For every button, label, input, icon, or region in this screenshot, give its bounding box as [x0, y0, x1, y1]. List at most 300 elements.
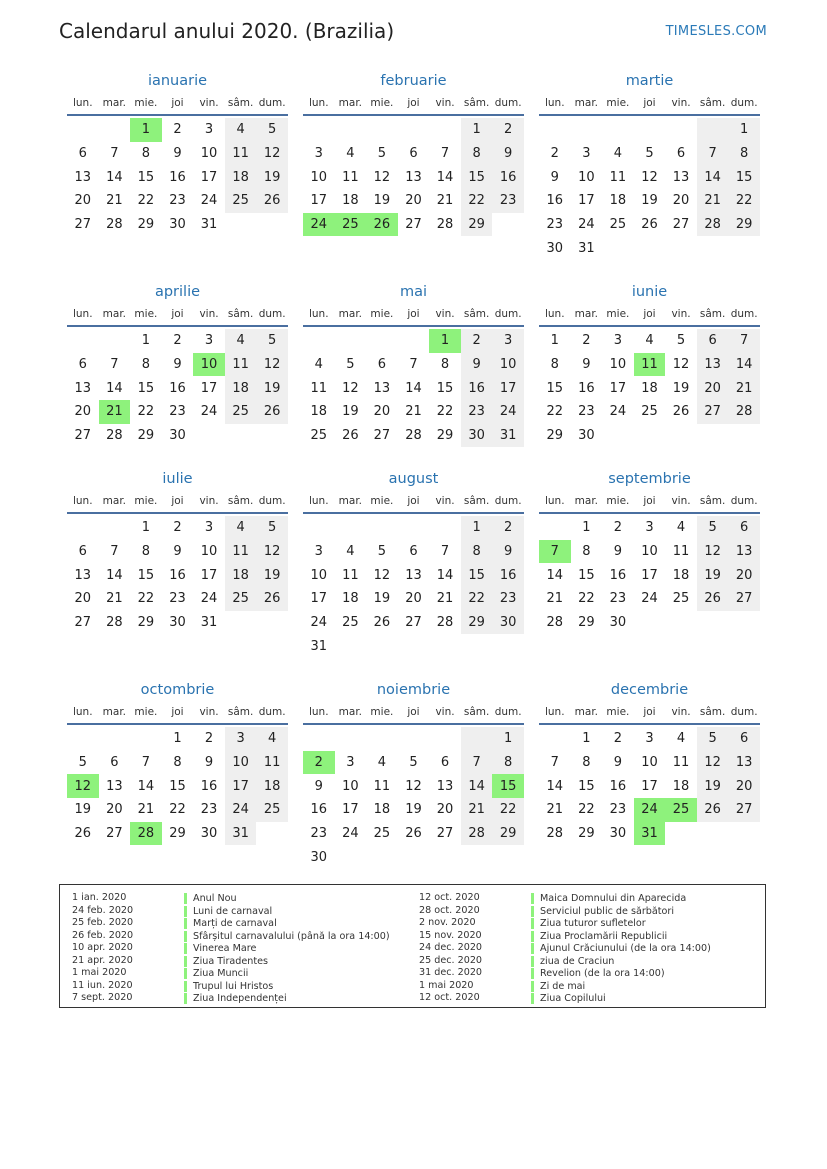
day-cell[interactable]: 22 [461, 587, 493, 611]
day-cell[interactable]: 17 [342, 802, 359, 818]
day-cell[interactable]: 4 [346, 544, 355, 560]
day-cell[interactable]: 6 [409, 544, 418, 560]
day-cell[interactable]: 3 [346, 755, 355, 771]
day-cell[interactable]: 7 [440, 544, 450, 560]
day-cell[interactable]: 5 [256, 118, 288, 142]
day-cell[interactable]: 27 [697, 400, 729, 424]
day-cell[interactable]: 24 [641, 591, 658, 607]
day-cell[interactable]: 20 [74, 591, 92, 607]
day-cell[interactable]: 16 [310, 802, 328, 818]
day-cell[interactable]: 8 [492, 751, 524, 775]
day-cell[interactable]: 25 [672, 591, 690, 607]
day-cell[interactable]: 30 [492, 611, 524, 635]
day-cell[interactable]: 14 [436, 567, 454, 583]
day-cell[interactable]: 12 [256, 540, 288, 564]
day-cell[interactable]: 5 [697, 516, 729, 540]
day-cell[interactable]: 12 [373, 567, 391, 583]
day-cell[interactable]: 22 [137, 591, 155, 607]
day-cell[interactable]: 6 [676, 146, 686, 162]
day-cell[interactable]: 1 [728, 118, 760, 142]
day-cell[interactable]: 1 [461, 118, 493, 142]
day-cell[interactable]: 26 [256, 587, 288, 611]
day-cell[interactable]: 29 [137, 615, 155, 631]
day-cell[interactable]: 20 [728, 563, 760, 587]
day-cell[interactable]: 15 [169, 778, 186, 794]
day-cell[interactable]: 1 [582, 731, 591, 747]
day-cell[interactable]: 30 [609, 826, 627, 842]
day-cell[interactable]: 4 [645, 333, 654, 349]
day-cell[interactable]: 13 [74, 567, 92, 583]
day-cell[interactable]: 24 [634, 798, 666, 822]
day-cell[interactable]: 26 [672, 404, 690, 420]
day-cell[interactable]: 7 [110, 357, 119, 373]
day-cell[interactable]: 19 [697, 563, 729, 587]
day-cell[interactable]: 16 [609, 567, 627, 583]
day-cell[interactable]: 19 [697, 774, 729, 798]
day-cell[interactable]: 16 [492, 563, 524, 587]
day-cell[interactable]: 23 [492, 587, 524, 611]
day-cell[interactable]: 10 [578, 169, 595, 185]
day-cell[interactable]: 9 [173, 544, 182, 560]
day-cell[interactable]: 5 [377, 544, 387, 560]
day-cell[interactable]: 2 [613, 731, 623, 747]
day-cell[interactable]: 2 [613, 520, 623, 536]
day-cell[interactable]: 11 [225, 353, 257, 377]
day-cell[interactable]: 21 [546, 802, 564, 818]
day-cell[interactable]: 1 [173, 731, 182, 747]
day-cell[interactable]: 16 [169, 380, 186, 396]
day-cell[interactable]: 16 [200, 778, 218, 794]
day-cell[interactable]: 6 [728, 727, 760, 751]
day-cell[interactable]: 1 [492, 727, 524, 751]
day-cell[interactable]: 29 [169, 826, 186, 842]
day-cell[interactable]: 5 [256, 516, 288, 540]
day-cell[interactable]: 25 [335, 213, 367, 237]
day-cell[interactable]: 30 [169, 615, 186, 631]
day-cell[interactable]: 15 [137, 380, 155, 396]
day-cell[interactable]: 23 [546, 217, 564, 233]
day-cell[interactable]: 10 [200, 544, 218, 560]
day-cell[interactable]: 27 [672, 217, 690, 233]
day-cell[interactable]: 2 [461, 329, 493, 353]
day-cell[interactable]: 1 [461, 516, 493, 540]
day-cell[interactable]: 14 [106, 380, 123, 396]
day-cell[interactable]: 1 [130, 118, 162, 142]
day-cell[interactable]: 22 [546, 404, 564, 420]
day-cell[interactable]: 28 [106, 217, 123, 233]
day-cell[interactable]: 22 [461, 189, 493, 213]
day-cell[interactable]: 10 [225, 751, 257, 775]
day-cell[interactable]: 29 [461, 611, 493, 635]
day-cell[interactable]: 3 [204, 333, 214, 349]
day-cell[interactable]: 27 [436, 826, 454, 842]
day-cell[interactable]: 12 [697, 751, 729, 775]
day-cell[interactable]: 2 [173, 333, 182, 349]
day-cell[interactable]: 26 [373, 615, 391, 631]
day-cell[interactable]: 6 [728, 516, 760, 540]
day-cell[interactable]: 18 [373, 802, 391, 818]
day-cell[interactable]: 13 [106, 778, 123, 794]
day-cell[interactable]: 26 [342, 428, 359, 444]
day-cell[interactable]: 8 [461, 540, 493, 564]
day-cell[interactable]: 16 [492, 165, 524, 189]
day-cell[interactable]: 28 [728, 400, 760, 424]
day-cell[interactable]: 5 [645, 146, 654, 162]
day-cell[interactable]: 27 [106, 826, 123, 842]
day-cell[interactable]: 7 [728, 329, 760, 353]
day-cell[interactable]: 22 [578, 591, 595, 607]
day-cell[interactable]: 9 [492, 142, 524, 166]
day-cell[interactable]: 2 [204, 731, 214, 747]
day-cell[interactable]: 14 [546, 567, 564, 583]
day-cell[interactable]: 29 [578, 826, 595, 842]
day-cell[interactable]: 20 [74, 193, 92, 209]
day-cell[interactable]: 17 [225, 774, 257, 798]
day-cell[interactable]: 8 [582, 755, 591, 771]
day-cell[interactable]: 9 [173, 146, 182, 162]
day-cell[interactable]: 28 [546, 615, 564, 631]
day-cell[interactable]: 2 [173, 520, 182, 536]
day-cell[interactable]: 13 [728, 751, 760, 775]
day-cell[interactable]: 3 [582, 146, 591, 162]
day-cell[interactable]: 10 [609, 357, 627, 373]
day-cell[interactable]: 24 [200, 404, 218, 420]
day-cell[interactable]: 13 [697, 353, 729, 377]
day-cell[interactable]: 3 [613, 333, 623, 349]
day-cell[interactable]: 9 [173, 357, 182, 373]
day-cell[interactable]: 27 [74, 217, 92, 233]
day-cell[interactable]: 15 [137, 567, 155, 583]
day-cell[interactable]: 19 [256, 563, 288, 587]
day-cell[interactable]: 12 [256, 142, 288, 166]
day-cell[interactable]: 23 [609, 802, 627, 818]
day-cell[interactable]: 22 [169, 802, 186, 818]
day-cell[interactable]: 8 [440, 357, 450, 373]
day-cell[interactable]: 7 [461, 751, 493, 775]
day-cell[interactable]: 8 [728, 142, 760, 166]
day-cell[interactable]: 26 [641, 217, 658, 233]
day-cell[interactable]: 18 [310, 404, 328, 420]
day-cell[interactable]: 4 [346, 146, 355, 162]
day-cell[interactable]: 28 [106, 428, 123, 444]
day-cell[interactable]: 18 [609, 193, 627, 209]
day-cell[interactable]: 18 [342, 591, 359, 607]
day-cell[interactable]: 19 [373, 193, 391, 209]
day-cell[interactable]: 18 [256, 774, 288, 798]
day-cell[interactable]: 23 [492, 189, 524, 213]
day-cell[interactable]: 10 [200, 146, 218, 162]
day-cell[interactable]: 3 [225, 727, 257, 751]
day-cell[interactable]: 31 [200, 615, 218, 631]
day-cell[interactable]: 18 [641, 380, 658, 396]
day-cell[interactable]: 9 [613, 755, 623, 771]
day-cell[interactable]: 9 [550, 169, 559, 185]
day-cell[interactable]: 29 [492, 822, 524, 846]
day-cell[interactable]: 22 [728, 189, 760, 213]
day-cell[interactable]: 7 [110, 146, 119, 162]
day-cell[interactable]: 7 [440, 146, 450, 162]
day-cell[interactable]: 17 [641, 778, 658, 794]
day-cell[interactable]: 10 [342, 778, 359, 794]
day-cell[interactable]: 8 [582, 544, 591, 560]
day-cell[interactable]: 4 [676, 731, 686, 747]
day-cell[interactable]: 20 [728, 774, 760, 798]
day-cell[interactable]: 6 [110, 755, 119, 771]
day-cell[interactable]: 14 [436, 169, 454, 185]
day-cell[interactable]: 7 [141, 755, 151, 771]
day-cell[interactable]: 21 [546, 591, 564, 607]
day-cell[interactable]: 14 [106, 567, 123, 583]
day-cell[interactable]: 25 [373, 826, 391, 842]
day-cell[interactable]: 17 [200, 169, 218, 185]
day-cell[interactable]: 19 [672, 380, 690, 396]
day-cell[interactable]: 9 [492, 540, 524, 564]
day-cell[interactable]: 28 [106, 615, 123, 631]
day-cell[interactable]: 17 [310, 591, 328, 607]
day-cell[interactable]: 28 [130, 822, 162, 846]
day-cell[interactable]: 4 [314, 357, 323, 373]
day-cell[interactable]: 26 [256, 189, 288, 213]
day-cell[interactable]: 25 [225, 189, 257, 213]
day-cell[interactable]: 6 [78, 146, 87, 162]
day-cell[interactable]: 28 [436, 615, 454, 631]
day-cell[interactable]: 15 [137, 169, 155, 185]
day-cell[interactable]: 30 [609, 615, 627, 631]
day-cell[interactable]: 31 [634, 822, 666, 846]
day-cell[interactable]: 2 [492, 118, 524, 142]
day-cell[interactable]: 12 [67, 774, 99, 798]
day-cell[interactable]: 13 [728, 540, 760, 564]
day-cell[interactable]: 13 [373, 380, 391, 396]
day-cell[interactable]: 21 [697, 189, 729, 213]
day-cell[interactable]: 3 [204, 122, 214, 138]
day-cell[interactable]: 12 [256, 353, 288, 377]
day-cell[interactable]: 6 [697, 329, 729, 353]
day-cell[interactable]: 23 [200, 802, 218, 818]
day-cell[interactable]: 11 [256, 751, 288, 775]
day-cell[interactable]: 1 [429, 329, 461, 353]
day-cell[interactable]: 23 [169, 591, 186, 607]
day-cell[interactable]: 27 [728, 798, 760, 822]
day-cell[interactable]: 21 [106, 193, 123, 209]
day-cell[interactable]: 12 [697, 540, 729, 564]
day-cell[interactable]: 1 [141, 333, 151, 349]
day-cell[interactable]: 17 [609, 380, 627, 396]
day-cell[interactable]: 29 [436, 428, 454, 444]
day-cell[interactable]: 3 [645, 520, 654, 536]
day-cell[interactable]: 31 [492, 424, 524, 448]
day-cell[interactable]: 24 [342, 826, 359, 842]
day-cell[interactable]: 29 [137, 428, 155, 444]
day-cell[interactable]: 31 [578, 240, 595, 256]
day-cell[interactable]: 10 [641, 544, 658, 560]
day-cell[interactable]: 30 [546, 240, 564, 256]
day-cell[interactable]: 19 [74, 802, 92, 818]
day-cell[interactable]: 21 [728, 376, 760, 400]
day-cell[interactable]: 28 [697, 213, 729, 237]
day-cell[interactable]: 9 [204, 755, 214, 771]
day-cell[interactable]: 11 [310, 380, 328, 396]
day-cell[interactable]: 5 [256, 329, 288, 353]
day-cell[interactable]: 4 [676, 520, 686, 536]
day-cell[interactable]: 15 [546, 380, 564, 396]
day-cell[interactable]: 24 [303, 213, 335, 237]
day-cell[interactable]: 26 [697, 798, 729, 822]
day-cell[interactable]: 15 [728, 165, 760, 189]
day-cell[interactable]: 9 [314, 778, 323, 794]
day-cell[interactable]: 18 [225, 165, 257, 189]
day-cell[interactable]: 14 [461, 774, 493, 798]
day-cell[interactable]: 24 [225, 798, 257, 822]
day-cell[interactable]: 5 [409, 755, 418, 771]
day-cell[interactable]: 26 [405, 826, 422, 842]
day-cell[interactable]: 13 [74, 169, 92, 185]
day-cell[interactable]: 20 [373, 404, 391, 420]
day-cell[interactable]: 9 [461, 353, 493, 377]
day-cell[interactable]: 3 [314, 146, 323, 162]
day-cell[interactable]: 23 [169, 193, 186, 209]
day-cell[interactable]: 17 [641, 567, 658, 583]
day-cell[interactable]: 6 [409, 146, 418, 162]
day-cell[interactable]: 23 [310, 826, 328, 842]
day-cell[interactable]: 5 [78, 755, 87, 771]
day-cell[interactable]: 19 [373, 591, 391, 607]
day-cell[interactable]: 3 [645, 731, 654, 747]
day-cell[interactable]: 27 [373, 428, 391, 444]
day-cell[interactable]: 24 [609, 404, 627, 420]
day-cell[interactable]: 13 [405, 567, 422, 583]
day-cell[interactable]: 15 [436, 380, 454, 396]
day-cell[interactable]: 9 [613, 544, 623, 560]
day-cell[interactable]: 22 [492, 798, 524, 822]
day-cell[interactable]: 30 [578, 428, 595, 444]
day-cell[interactable]: 27 [74, 615, 92, 631]
day-cell[interactable]: 6 [440, 755, 450, 771]
day-cell[interactable]: 15 [578, 778, 595, 794]
day-cell[interactable]: 23 [578, 404, 595, 420]
day-cell[interactable]: 11 [225, 142, 257, 166]
day-cell[interactable]: 2 [173, 122, 182, 138]
day-cell[interactable]: 5 [697, 727, 729, 751]
day-cell[interactable]: 27 [728, 587, 760, 611]
day-cell[interactable]: 10 [310, 567, 328, 583]
day-cell[interactable]: 21 [137, 802, 155, 818]
day-cell[interactable]: 7 [550, 755, 559, 771]
day-cell[interactable]: 23 [461, 400, 493, 424]
day-cell[interactable]: 18 [672, 567, 690, 583]
day-cell[interactable]: 19 [641, 193, 658, 209]
day-cell[interactable]: 30 [310, 849, 328, 865]
day-cell[interactable]: 7 [539, 540, 571, 564]
day-cell[interactable]: 10 [193, 353, 225, 377]
day-cell[interactable]: 2 [492, 516, 524, 540]
day-cell[interactable]: 4 [225, 118, 257, 142]
day-cell[interactable]: 5 [346, 357, 355, 373]
day-cell[interactable]: 18 [225, 563, 257, 587]
day-cell[interactable]: 22 [436, 404, 454, 420]
day-cell[interactable]: 20 [405, 591, 422, 607]
day-cell[interactable]: 23 [169, 404, 186, 420]
day-cell[interactable]: 8 [141, 544, 151, 560]
day-cell[interactable]: 21 [436, 591, 454, 607]
day-cell[interactable]: 4 [613, 146, 623, 162]
day-cell[interactable]: 18 [342, 193, 359, 209]
day-cell[interactable]: 21 [405, 404, 422, 420]
day-cell[interactable]: 1 [550, 333, 559, 349]
day-cell[interactable]: 12 [342, 380, 359, 396]
day-cell[interactable]: 29 [546, 428, 564, 444]
day-cell[interactable]: 27 [405, 615, 422, 631]
day-cell[interactable]: 8 [141, 357, 151, 373]
day-cell[interactable]: 8 [173, 755, 182, 771]
day-cell[interactable]: 29 [728, 213, 760, 237]
day-cell[interactable]: 22 [578, 802, 595, 818]
day-cell[interactable]: 11 [342, 169, 359, 185]
day-cell[interactable]: 25 [256, 798, 288, 822]
day-cell[interactable]: 13 [405, 169, 422, 185]
day-cell[interactable]: 28 [405, 428, 422, 444]
day-cell[interactable]: 25 [665, 798, 697, 822]
day-cell[interactable]: 9 [582, 357, 591, 373]
day-cell[interactable]: 24 [200, 591, 218, 607]
day-cell[interactable]: 14 [697, 165, 729, 189]
day-cell[interactable]: 24 [200, 193, 218, 209]
day-cell[interactable]: 24 [578, 217, 595, 233]
day-cell[interactable]: 11 [342, 567, 359, 583]
day-cell[interactable]: 5 [676, 333, 686, 349]
day-cell[interactable]: 30 [200, 826, 218, 842]
day-cell[interactable]: 11 [225, 540, 257, 564]
day-cell[interactable]: 2 [582, 333, 591, 349]
day-cell[interactable]: 27 [405, 217, 422, 233]
day-cell[interactable]: 5 [377, 146, 387, 162]
day-cell[interactable]: 20 [74, 404, 92, 420]
day-cell[interactable]: 10 [310, 169, 328, 185]
day-cell[interactable]: 25 [342, 615, 359, 631]
day-cell[interactable]: 17 [200, 380, 218, 396]
day-cell[interactable]: 15 [492, 774, 524, 798]
day-cell[interactable]: 17 [578, 193, 595, 209]
day-cell[interactable]: 3 [314, 544, 323, 560]
day-cell[interactable]: 26 [256, 400, 288, 424]
day-cell[interactable]: 12 [672, 357, 690, 373]
day-cell[interactable]: 25 [225, 587, 257, 611]
day-cell[interactable]: 21 [106, 591, 123, 607]
day-cell[interactable]: 23 [609, 591, 627, 607]
day-cell[interactable]: 31 [225, 822, 257, 846]
day-cell[interactable]: 7 [697, 142, 729, 166]
day-cell[interactable]: 25 [310, 428, 328, 444]
day-cell[interactable]: 19 [342, 404, 359, 420]
day-cell[interactable]: 8 [550, 357, 559, 373]
day-cell[interactable]: 4 [256, 727, 288, 751]
day-cell[interactable]: 28 [436, 217, 454, 233]
day-cell[interactable]: 20 [436, 802, 454, 818]
day-cell[interactable]: 11 [672, 755, 690, 771]
day-cell[interactable]: 25 [641, 404, 658, 420]
day-cell[interactable]: 20 [697, 376, 729, 400]
day-cell[interactable]: 24 [492, 400, 524, 424]
day-cell[interactable]: 12 [641, 169, 658, 185]
day-cell[interactable]: 26 [697, 587, 729, 611]
day-cell[interactable]: 11 [373, 778, 391, 794]
day-cell[interactable]: 12 [405, 778, 422, 794]
day-cell[interactable]: 21 [99, 400, 131, 424]
day-cell[interactable]: 20 [106, 802, 123, 818]
day-cell[interactable]: 4 [225, 329, 257, 353]
day-cell[interactable]: 21 [436, 193, 454, 209]
day-cell[interactable]: 10 [641, 755, 658, 771]
